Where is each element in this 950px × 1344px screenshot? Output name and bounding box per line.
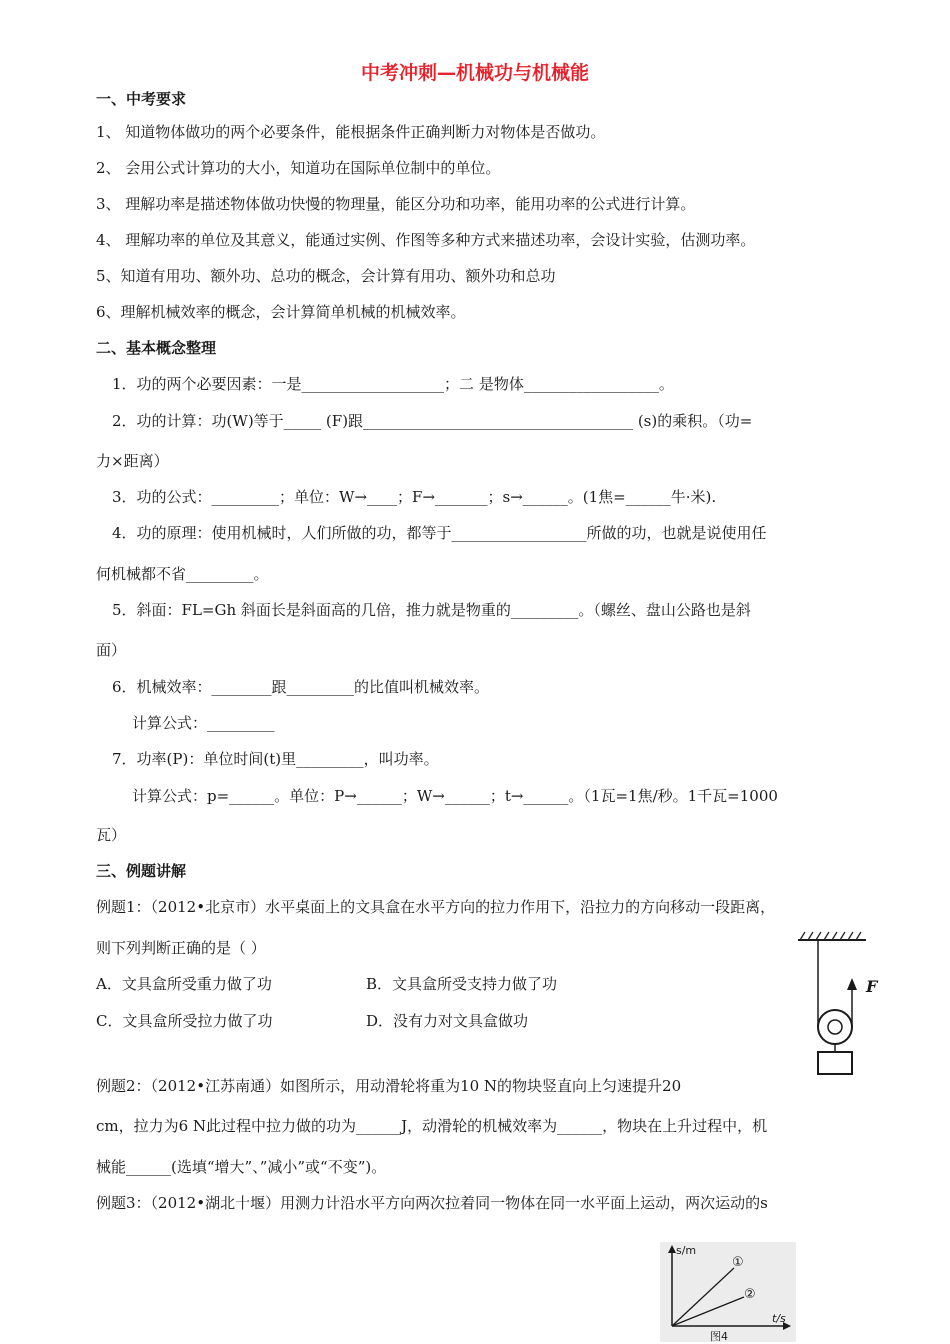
line-1-label: ① — [732, 1255, 744, 1270]
section-3-heading: 三、例题讲解 — [96, 862, 187, 880]
concept-5-line-2: 面） — [96, 641, 127, 659]
requirement-6: 6、理解机械效率的概念，会计算简单机械的机械效率。 — [96, 303, 466, 321]
page-title: 中考冲刺—机械功与机械能 — [360, 62, 589, 84]
option-d: D．没有力对文具盒做功 — [366, 1012, 529, 1030]
line-2-label: ② — [744, 1287, 756, 1302]
figure-caption: 图4 — [710, 1330, 728, 1342]
example-1-line-1: 例题1：（2012•北京市）水平桌面上的文具盒在水平方向的拉力作用下，沿拉力的方向移动一段距离， — [96, 898, 776, 916]
requirement-2: 2、 会用公式计算功的大小，知道功在国际单位制中的单位。 — [96, 159, 501, 177]
requirement-5: 5、知道有用功、额外功、总功的概念，会计算有用功、额外功和总功 — [96, 267, 556, 285]
concept-4-line-2: 何机械都不省_________。 — [96, 565, 269, 583]
example-2-line-2: cm，拉力为6 N此过程中拉力做的功为______J，动滑轮的机械效率为______，物块在上升过程中，机 — [96, 1117, 768, 1135]
concept-6-line-1: 6．机械效率：________跟_________的比值叫机械效率。 — [112, 678, 490, 696]
example-2-line-1: 例题2：（2012•江苏南通）如图所示，用动滑轮将重为10 N的物块竖直向上匀速提升20 — [96, 1077, 682, 1095]
requirement-1: 1、 知道物体做功的两个必要条件，能根据条件正确判断力对物体是否做功。 — [96, 123, 606, 141]
requirement-3: 3、 理解功率是描述物体做功快慢的物理量，能区分功和功率，能用功率的公式进行计算。 — [96, 195, 696, 213]
concept-1: 1．功的两个必要因素：一是___________________；二 是物体__________________。 — [112, 375, 674, 393]
y-axis-label: s/m — [676, 1244, 697, 1257]
st-graph-figure — [660, 1242, 796, 1342]
option-a: A．文具盒所受重力做了功 — [96, 975, 272, 993]
section-1-heading: 一、中考要求 — [96, 90, 187, 108]
concept-2-line-1: 2．功的计算：功(W)等于_____ (F)跟____________________________________ (s)的乘积。（功= — [112, 412, 753, 430]
example-1-line-2: 则下列判断正确的是（ ） — [96, 939, 266, 957]
option-b: B．文具盒所受支持力做了功 — [366, 975, 558, 993]
option-c: C．文具盒所受拉力做了功 — [96, 1012, 273, 1030]
force-label: F — [866, 977, 878, 996]
pulley-figure — [790, 928, 886, 1084]
requirement-4: 4、 理解功率的单位及其意义，能通过实例、作图等多种方式来描述功率，会设计实验，估测功率。 — [96, 231, 756, 249]
example-2-line-3: 械能______(选填“增大”、”减小”或“不变”)。 — [96, 1158, 387, 1176]
example-3-line-1: 例题3：（2012•湖北十堰）用测力计沿水平方向两次拉着同一物体在同一水平面上运动，两次运动的s — [96, 1194, 768, 1212]
concept-5-line-1: 5．斜面：FL=Gh 斜面长是斜面高的几倍，推力就是物重的_________。（螺丝、盘山公路也是斜 — [112, 601, 751, 619]
concept-7-line-2: 计算公式：p=______。单位：P→______；W→______；t→______。（1瓦=1焦/秒。1千瓦=1000 — [132, 787, 778, 805]
x-axis-label: t/s — [772, 1312, 786, 1325]
concept-7-line-1: 7．功率(P)：单位时间(t)里_________，叫功率。 — [112, 750, 439, 768]
concept-7-line-3: 瓦） — [96, 826, 127, 844]
concept-4-line-1: 4．功的原理：使用机械时，人们所做的功，都等于__________________所做的功，也就是说使用任 — [112, 524, 767, 542]
concept-6-line-2: 计算公式：_________ — [132, 714, 275, 732]
section-2-heading: 二、基本概念整理 — [96, 339, 217, 357]
concept-2-line-2: 力×距离） — [96, 452, 169, 470]
concept-3: 3．功的公式：_________；单位：W→____；F→_______；s→______。(1焦=______牛·米). — [112, 488, 717, 506]
